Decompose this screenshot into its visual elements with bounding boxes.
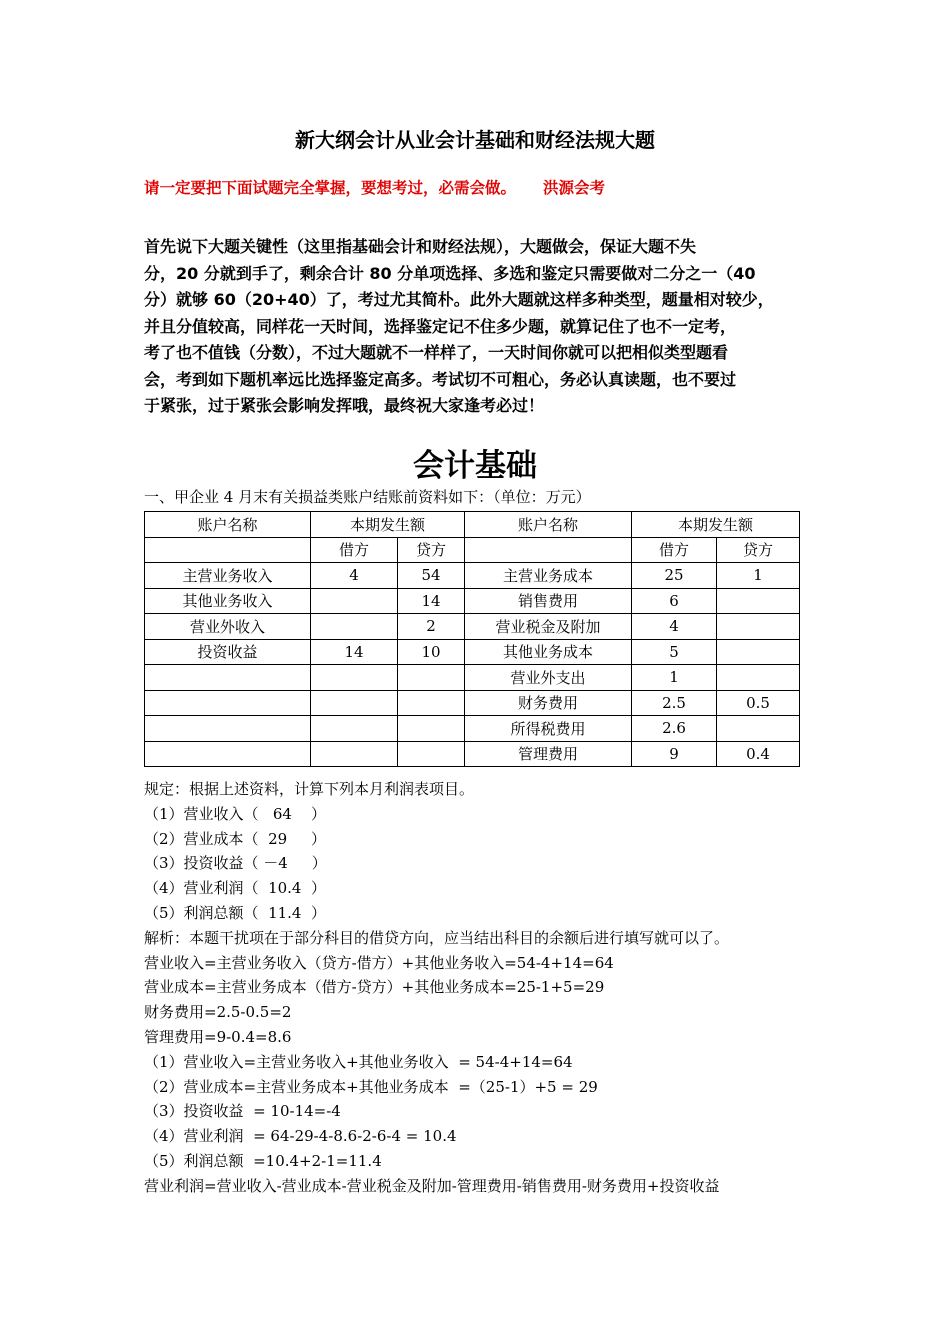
table-cell [311, 690, 398, 716]
ledger-table [144, 511, 800, 767]
table-cell: 0.4 [717, 741, 800, 767]
table-cell: 营业外收入 [145, 614, 311, 640]
table-cell: 销售费用 [465, 588, 632, 614]
table-cell: 5 [632, 639, 717, 665]
table-cell: 其他业务收入 [145, 588, 311, 614]
table-cell: 54 [398, 563, 465, 589]
table-cell [311, 614, 398, 640]
solution-line: 营业收入=主营业务收入（贷方-借方）+其他业务收入=54-4+14=64 [144, 953, 614, 972]
table-row [145, 588, 800, 614]
table-row [145, 639, 800, 665]
table-cell [717, 665, 800, 691]
table-cell [717, 588, 800, 614]
intro-paragraph [144, 234, 806, 420]
solution-line: （4）营业利润（ 10.4 ） [144, 879, 327, 898]
intro-line: 会，考到如下题机率远比选择鉴定高多。考试切不可粗心，务必认真读题，也不要过 [144, 369, 737, 389]
table-cell: 投资收益 [145, 639, 311, 665]
subheader-cell: 借方 [632, 537, 717, 563]
table-cell: 6 [632, 588, 717, 614]
table-cell: 14 [398, 588, 465, 614]
table-cell [311, 716, 398, 742]
intro-line: 并且分值较高，同样花一天时间，选择鉴定记不住多少题，就算记住了也不一定考， [144, 316, 737, 336]
solution-line: （5）利润总额 =10.4+2-1=11.4 [144, 1151, 382, 1170]
table-cell: 14 [311, 639, 398, 665]
table-cell [145, 716, 311, 742]
solution-line: （1）营业收入=主营业务收入+其他业务收入 = 54-4+14=64 [144, 1052, 573, 1071]
subheader-cell: 贷方 [717, 537, 800, 563]
solution-line: （3）投资收益（ －4 ） [144, 854, 327, 873]
table-cell [145, 741, 311, 767]
solution-line: 营业成本=主营业务成本（借方-贷方）+其他业务成本=25-1+5=29 [144, 978, 605, 997]
table-cell: 2 [398, 614, 465, 640]
red-notice: 请一定要把下面试题完全掌握，要想考过，必需会做。 洪源会考 [144, 179, 605, 197]
table-cell [311, 588, 398, 614]
solution-line: （1）营业收入（ 64 ） [144, 804, 327, 823]
header-cell: 账户名称 [465, 512, 632, 538]
solution-line: 解析：本题干扰项在于部分科目的借贷方向，应当结出科目的余额后进行填写就可以了。 [144, 928, 730, 947]
table-cell: 4 [632, 614, 717, 640]
table-cell: 4 [311, 563, 398, 589]
table-subheader-row [145, 537, 800, 563]
table-cell [311, 741, 398, 767]
table-row [145, 614, 800, 640]
table-cell: 主营业务成本 [465, 563, 632, 589]
table-cell: 10 [398, 639, 465, 665]
solution-line: 管理费用=9-0.4=8.6 [144, 1027, 292, 1046]
document-title: 新大纲会计从业会计基础和财经法规大题 [295, 128, 655, 152]
table-cell: 主营业务收入 [145, 563, 311, 589]
table-cell: 2.5 [632, 690, 717, 716]
intro-line: 考了也不值钱（分数），不过大题就不一样样了，一天时间你就可以把相似类型题看 [144, 343, 729, 362]
table-cell: 25 [632, 563, 717, 589]
question-text: 一、甲企业 4 月末有关损益类账户结账前资料如下：（单位：万元） [144, 488, 591, 506]
solution-section [144, 777, 729, 1199]
intro-line: 首先说下大题关键性（这里指基础会计和财经法规），大题做会，保证大题不失 [144, 237, 697, 256]
solution-line: （3）投资收益 = 10-14=-4 [144, 1102, 341, 1121]
table-cell [145, 690, 311, 716]
table-row [145, 690, 800, 716]
table-cell: 2.6 [632, 716, 717, 742]
section-title: 会计基础 [413, 448, 537, 484]
solution-line: （4）营业利润 = 64-29-4-8.6-2-6-4 = 10.4 [144, 1127, 457, 1146]
table-cell [717, 639, 800, 665]
table-cell: 其他业务成本 [465, 639, 632, 665]
solution-line: （2）营业成本（ 29 ） [144, 829, 327, 848]
table-row [145, 563, 800, 589]
table-header-row [145, 512, 800, 538]
header-cell: 本期发生额 [632, 512, 800, 538]
table-cell [398, 665, 465, 691]
table-cell [717, 716, 800, 742]
table-cell: 财务费用 [465, 690, 632, 716]
table-cell: 0.5 [717, 690, 800, 716]
subheader-cell: 借方 [311, 537, 398, 563]
header-cell: 本期发生额 [311, 512, 465, 538]
table-row [145, 665, 800, 691]
table-cell [717, 614, 800, 640]
table-cell: 1 [717, 563, 800, 589]
table-cell [311, 665, 398, 691]
table-cell [145, 665, 311, 691]
intro-line: 分）就够 60（20+40）了，考过尤其简朴。此外大题就这样多种类型，题量相对较少， [144, 290, 774, 309]
table-cell [398, 690, 465, 716]
table-cell: 1 [632, 665, 717, 691]
table-cell: 所得税费用 [465, 716, 632, 742]
solution-line: （5）利润总额（ 11.4 ） [144, 903, 327, 922]
intro-line: 于紧张，过于紧张会影响发挥哦，最终祝大家逢考必过！ [144, 396, 545, 415]
table-cell: 管理费用 [465, 741, 632, 767]
solution-line: （2）营业成本=主营业务成本+其他业务成本 =（25-1）+5 = 29 [144, 1077, 598, 1096]
table-row [145, 716, 800, 742]
table-cell: 9 [632, 741, 717, 767]
table-cell: 营业税金及附加 [465, 614, 632, 640]
subheader-cell: 贷方 [398, 537, 465, 563]
table-cell: 营业外支出 [465, 665, 632, 691]
table-row [145, 741, 800, 767]
header-cell: 账户名称 [145, 512, 311, 538]
solution-line: 财务费用=2.5-0.5=2 [144, 1003, 292, 1022]
solution-line: 营业利润=营业收入-营业成本-营业税金及附加-管理费用-销售费用-财务费用+投资收益 [144, 1176, 720, 1195]
solution-line: 规定：根据上述资料，计算下列本月利润表项目。 [144, 780, 475, 798]
table-cell [398, 716, 465, 742]
table-cell [398, 741, 465, 767]
intro-line: 分，20 分就到手了，剩余合计 80 分单项选择、多选和鉴定只需要做对二分之一（40 [144, 263, 756, 283]
